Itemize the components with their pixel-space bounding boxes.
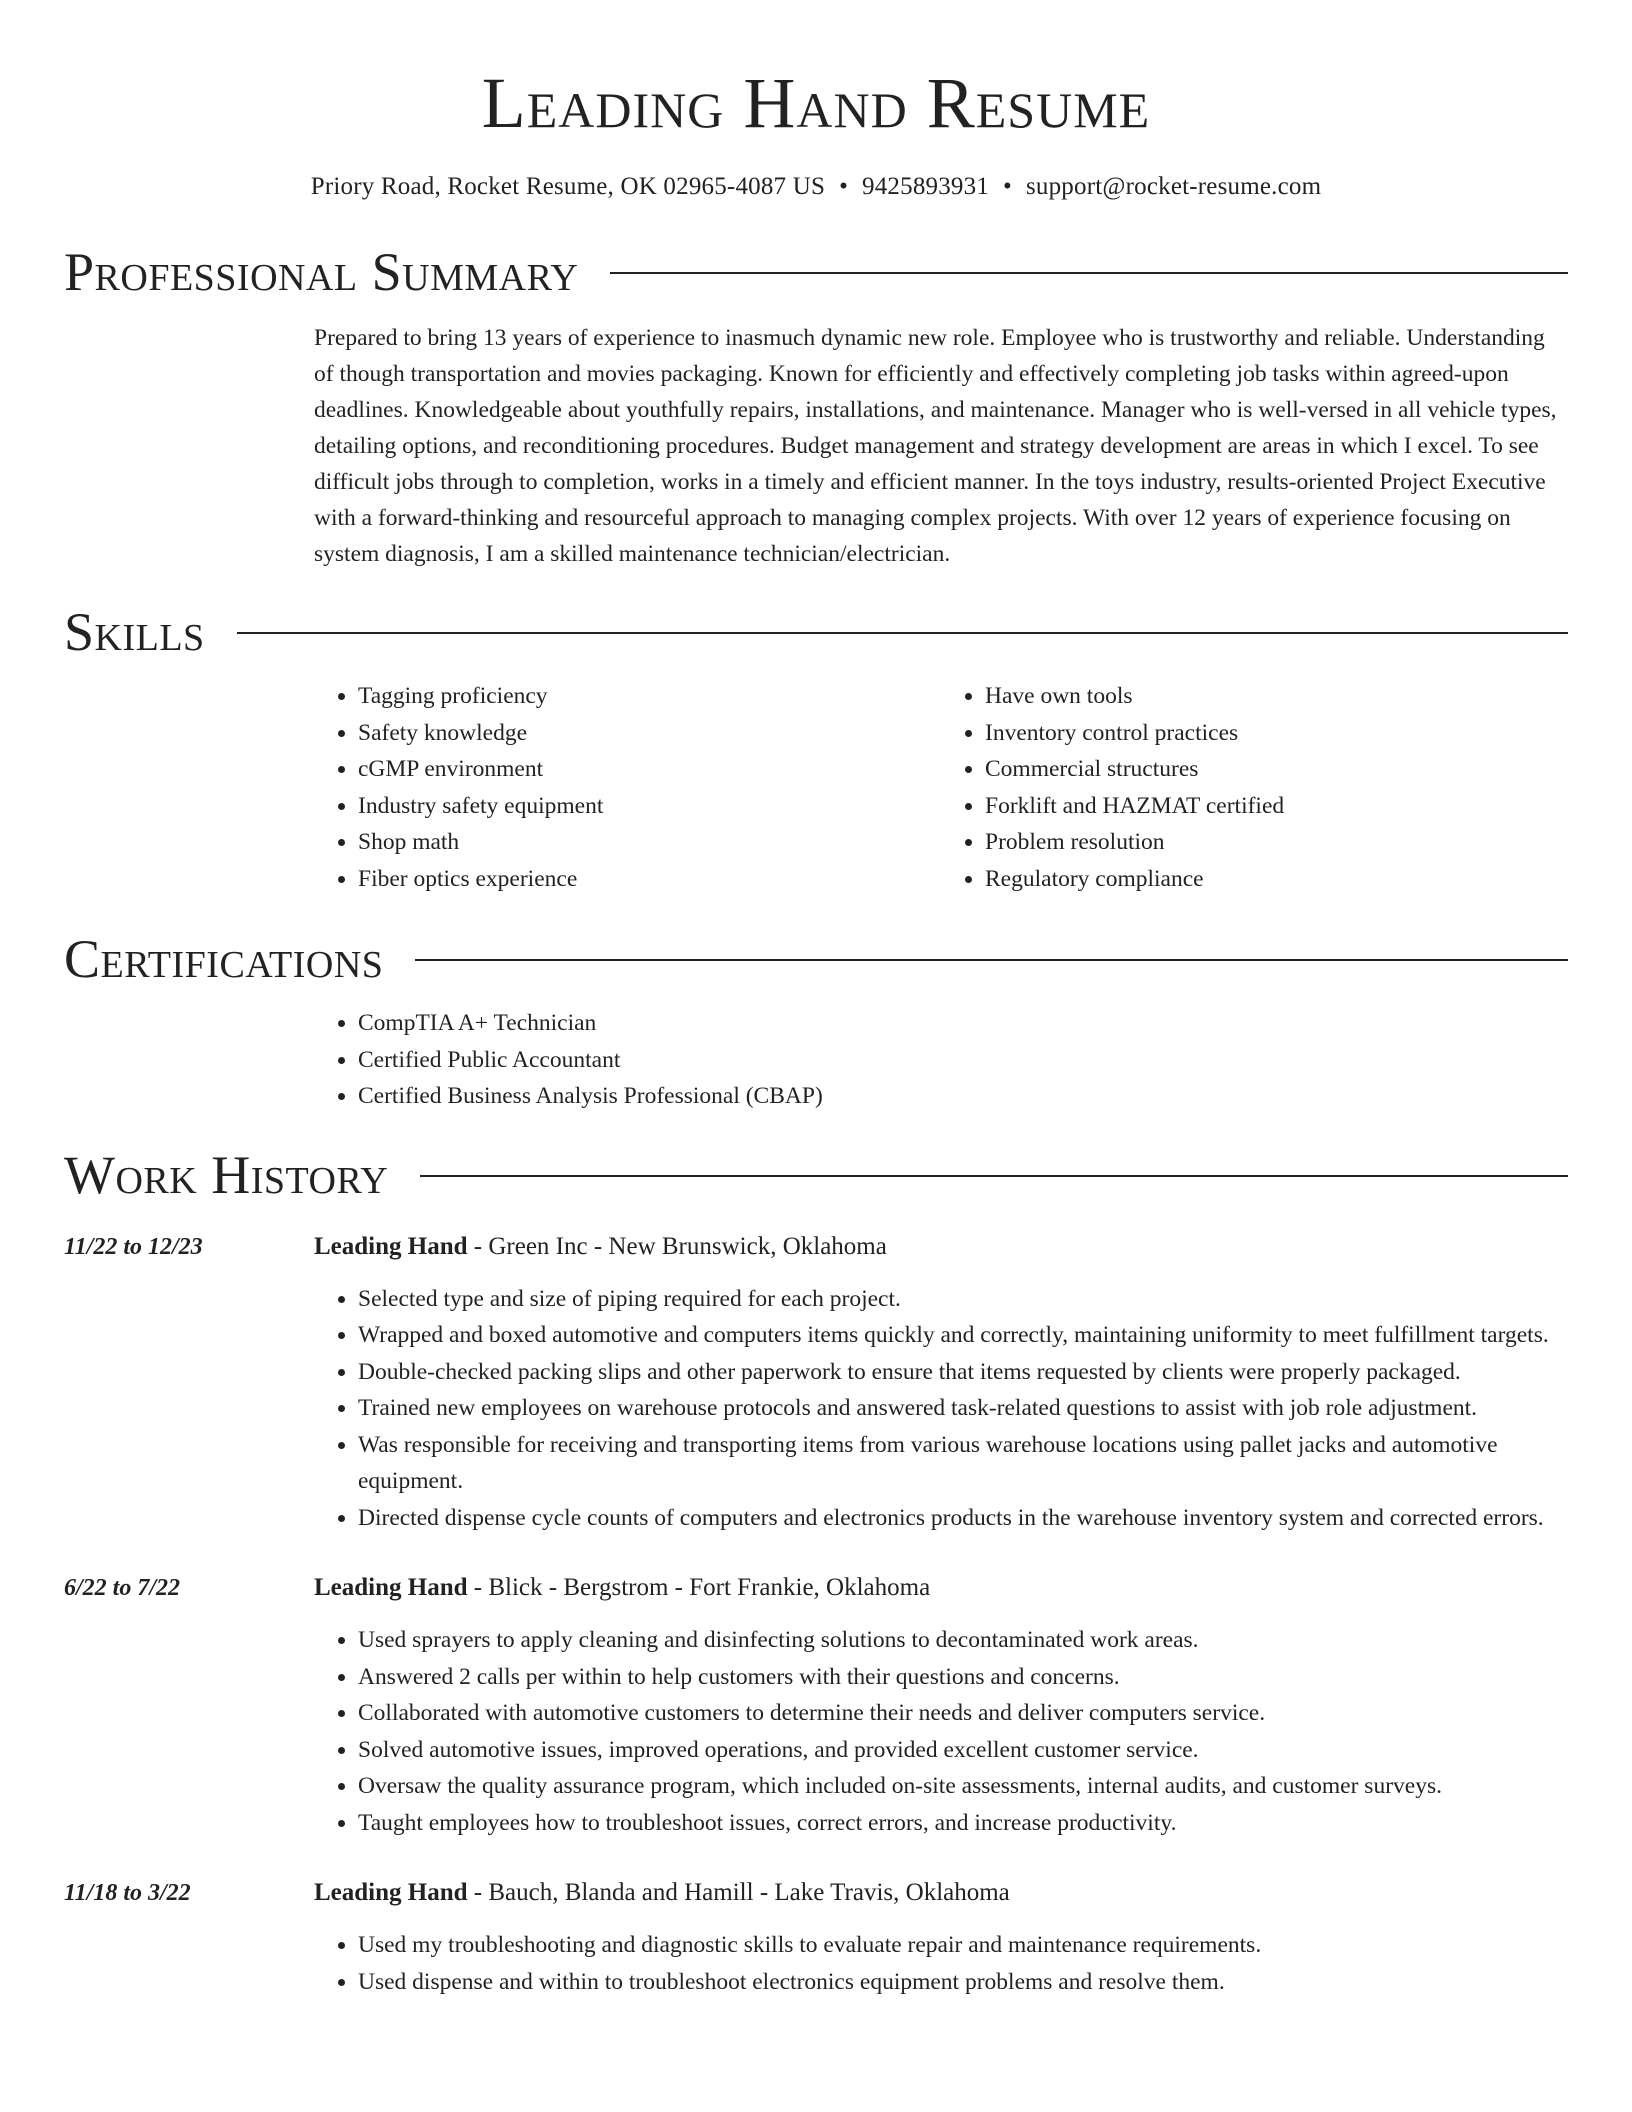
job-entry bbox=[64, 1875, 1568, 2000]
section-divider bbox=[237, 632, 1568, 634]
skill-item: • Safety knowledge bbox=[358, 715, 941, 752]
job-entry bbox=[64, 1229, 1568, 1537]
job-role: Leading Hand bbox=[314, 1879, 468, 1906]
certifications-section-header bbox=[64, 927, 1568, 991]
contact-address: Priory Road, Rocket Resume, OK 02965-4087 US bbox=[310, 173, 826, 200]
summary-section-title: Professional Summary bbox=[64, 242, 579, 302]
skill-item: • Problem resolution bbox=[985, 824, 1568, 861]
skill-item: • Fiber optics experience bbox=[358, 861, 941, 898]
job-entry bbox=[64, 1570, 1568, 1841]
skill-item: • Tagging proficiency bbox=[358, 678, 941, 715]
certifications-list bbox=[314, 1005, 1568, 1115]
skills-list-left bbox=[314, 678, 941, 897]
section-divider bbox=[415, 959, 1568, 961]
section-divider bbox=[420, 1175, 1568, 1177]
work-history-section-header bbox=[64, 1143, 1568, 1207]
certifications-block bbox=[314, 1005, 1568, 1115]
skills-section-header bbox=[64, 600, 1568, 664]
skill-item: • cGMP environment bbox=[358, 751, 941, 788]
job-bullet: • Trained new employees on warehouse protocols and answered task-related questions to assist with job role adjustment. bbox=[358, 1390, 1568, 1427]
skill-item: • Forklift and HAZMAT certified bbox=[985, 788, 1568, 825]
job-bullet: • Answered 2 calls per within to help customers with their questions and concerns. bbox=[358, 1659, 1568, 1696]
job-bullet: • Collaborated with automotive customers to determine their needs and deliver computers service. bbox=[358, 1695, 1568, 1732]
contact-separator: • bbox=[839, 173, 849, 200]
job-body bbox=[314, 1875, 1568, 2000]
summary-section-header bbox=[64, 240, 1568, 304]
job-bullet: • Wrapped and boxed automotive and computers items quickly and correctly, maintaining uniformity to meet fulfillment targets. bbox=[358, 1317, 1568, 1354]
job-title-line bbox=[314, 1875, 1568, 1911]
certification-item: • CompTIA A+ Technician bbox=[358, 1005, 1568, 1042]
job-company: - Green Inc - New Brunswick, Oklahoma bbox=[467, 1232, 887, 1260]
job-bullets bbox=[314, 1622, 1568, 1841]
job-bullets bbox=[314, 1927, 1568, 2000]
skill-item: • Shop math bbox=[358, 824, 941, 861]
job-dates: 11/18 to 3/22 bbox=[64, 1880, 191, 1906]
resume-page bbox=[64, 0, 1568, 2000]
job-bullet: • Used sprayers to apply cleaning and disinfecting solutions to decontaminated work areas. bbox=[358, 1622, 1568, 1659]
skill-item: • Industry safety equipment bbox=[358, 788, 941, 825]
skill-item: • Regulatory compliance bbox=[985, 861, 1568, 898]
certifications-section-title: Certifications bbox=[64, 929, 384, 989]
contact-separator: • bbox=[1003, 173, 1012, 200]
skills-list-right bbox=[941, 678, 1568, 897]
job-title-line bbox=[314, 1229, 1568, 1265]
job-dates: 11/22 to 12/23 bbox=[64, 1233, 203, 1260]
job-company: - Blick - Bergstrom - Fort Frankie, Oklahoma bbox=[467, 1574, 931, 1601]
contact-line bbox=[64, 170, 1568, 204]
job-company: - Bauch, Blanda and Hamill - Lake Travis, Oklahoma bbox=[467, 1879, 1010, 1906]
skill-item: • Inventory control practices bbox=[985, 715, 1568, 752]
job-bullet: • Oversaw the quality assurance program, which included on-site assessments, internal audits, and customer surveys. bbox=[358, 1768, 1568, 1805]
certification-item: • Certified Public Accountant bbox=[358, 1042, 1568, 1079]
job-role: Leading Hand bbox=[314, 1574, 468, 1601]
contact-email[interactable]: support@rocket-resume.com bbox=[1025, 173, 1322, 200]
job-bullets bbox=[314, 1281, 1568, 1537]
skills-columns bbox=[314, 678, 1568, 897]
job-body bbox=[314, 1229, 1568, 1537]
skills-section-title: Skills bbox=[64, 602, 205, 662]
job-bullet: • Double-checked packing slips and other paperwork to ensure that items requested by clients were properly packaged. bbox=[358, 1354, 1568, 1391]
resume-name: Leading Hand Resume bbox=[481, 63, 1151, 143]
job-role: Leading Hand bbox=[314, 1232, 468, 1260]
skill-item: • Commercial structures bbox=[985, 751, 1568, 788]
job-bullet: • Taught employees how to troubleshoot issues, correct errors, and increase productivity. bbox=[358, 1805, 1568, 1842]
job-bullet: • Directed dispense cycle counts of computers and electronics products in the warehouse inventory system and corrected errors. bbox=[358, 1500, 1568, 1537]
job-bullet: • Solved automotive issues, improved operations, and provided excellent customer service. bbox=[358, 1732, 1568, 1769]
job-bullet: • Used my troubleshooting and diagnostic skills to evaluate repair and maintenance requirements. bbox=[358, 1927, 1568, 1964]
job-bullet: • Selected type and size of piping required for each project. bbox=[358, 1281, 1568, 1318]
job-body bbox=[314, 1570, 1568, 1841]
certification-item: • Certified Business Analysis Professional (CBAP) bbox=[358, 1078, 1568, 1115]
job-title-line bbox=[314, 1570, 1568, 1606]
contact-phone: 9425893931 bbox=[862, 173, 990, 200]
section-divider bbox=[610, 272, 1568, 274]
summary-text: Prepared to bring 13 years of experience to inasmuch dynamic new role. Employee who is trustworthy and reliable. Understanding of though transportation and movies packaging. Known for efficiently and effectively completing job tasks within agreed-upon deadlines. Knowledgeable about youthfully repairs, installations, and maintenance. Manager who is well-versed in all vehicle types, detailing options, and reconditioning procedures. Budget management and strategy development are areas in which I excel. To see difficult jobs through to completion, works in a timely and efficient manner. In the toys industry, results-oriented Project Executive with a forward-thinking and resourceful approach to managing complex projects. With over 12 years of experience focusing on system diagnosis, I am a skilled maintenance technician/electrician. bbox=[314, 325, 1557, 567]
job-bullet: • Used dispense and within to troubleshoot electronics equipment problems and resolve them. bbox=[358, 1964, 1568, 2001]
skill-item: • Have own tools bbox=[985, 678, 1568, 715]
job-dates: 6/22 to 7/22 bbox=[64, 1575, 181, 1601]
job-bullet: • Was responsible for receiving and transporting items from various warehouse locations using pallet jacks and automotive equipment. bbox=[358, 1427, 1568, 1500]
work-history-section-title: Work History bbox=[64, 1144, 389, 1205]
